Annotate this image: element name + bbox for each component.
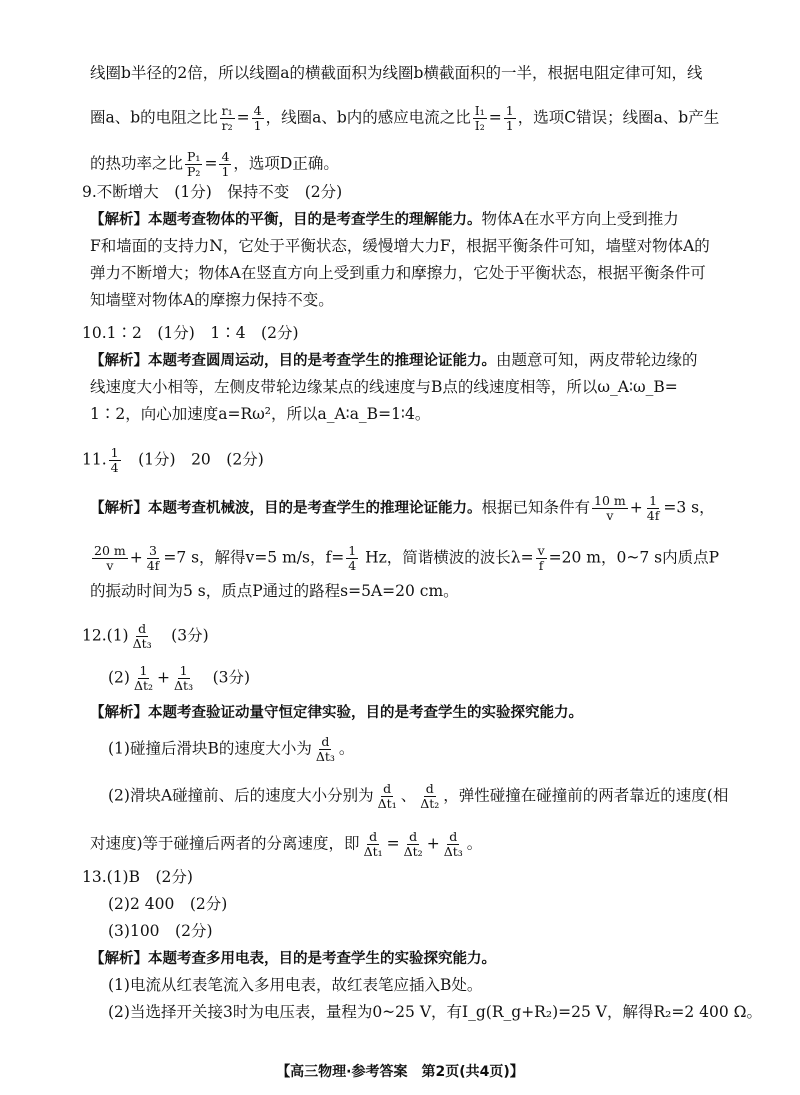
fraction: $\frac{1}{\text{Δt₂}}$ [133,663,154,693]
fraction: $\frac{d}{\text{Δt₃}}$ [315,734,335,764]
fraction: $\frac{1}{4}$ [348,543,357,573]
fraction: $\frac{d}{\text{Δt₂}}$ [403,829,423,859]
explanation-heading: 【解析】本题考查多用电表，目的是考查学生的实验探究能力。 [90,951,496,967]
q10-answer: 10.1∶2 (1分) 1∶4 (2分) [82,324,299,342]
q10-explanation-line-1: 【解析】本题考查圆周运动，目的是考查学生的推理论证能力。由题意可知，两皮带轮边缘的 [90,351,698,369]
q9-answer: 9.不断增大 (1分) 保持不变 (2分) [82,183,343,201]
fraction: $\frac{3}{4f}$ [146,543,160,573]
fraction: $\frac{20 m}{v}$ [94,543,126,573]
q11-explanation-line-3: 的振动时间为5 s，质点P通过的路程s=5A=20 cm。 [90,582,459,600]
fraction: $\frac{\text{I₁}}{\text{I₂}}$ [474,103,485,133]
fraction: $\frac{d}{\text{Δt₂}}$ [420,781,440,811]
q8-line-3: 的热功率之比 $\frac{\text{P₁}}{\text{P₂}}$ = $\frac{4}{1}$ ，选项D正确。 [90,149,339,179]
fraction: $\frac{d}{\text{Δt₁}}$ [377,781,397,811]
fraction: $\frac{v}{f}$ [537,543,545,573]
fraction: $\frac{d}{\text{Δt₃}}$ [132,621,152,651]
q13-answer-1: 13.(1)B (2分) [82,868,193,886]
q8-line-1: 线圈b半径的2倍，所以线圈a的横截面积为线圈b横截面积的一半，根据电阻定律可知，线 [90,64,703,82]
q10-explanation-line-3: 1∶2，向心加速度a=Rω²，所以a_A∶a_B=1∶4。 [90,405,431,423]
fraction: $\frac{10 m}{v}$ [594,493,626,523]
q9-explanation-line-2: F和墙面的支持力N，它处于平衡状态，缓慢增大力F，根据平衡条件可知，墙壁对物体A的 [90,237,710,255]
q9-explanation-line-4: 知墙壁对物体A的摩擦力保持不变。 [90,291,334,309]
q8-line-2: 圈a、b的电阻之比 $\frac{\text{r₁}}{\text{r₂}}$ = $\frac{4}{1}$ ，线圈a、b内的感应电流之比 $\frac{\text{I₁}}{\text{I₂}}$ = $\frac{1}{1}$ ，选项C错误；线圈a、b产生 [90,103,720,133]
q12-explanation-2: (2)滑块A碰撞前、后的速度大小分别为 $\frac{d}{\text{Δt₁}}$ 、 $\frac{d}{\text{Δt₂}}$ ，弹性碰撞在碰撞前的两者靠近的速度(相 [108,781,729,811]
q12-explanation-heading [90,701,730,724]
q13-answer-3: (3)100 (2分) [108,922,213,940]
q11-answer: 11. $\frac{1}{4}$ (1分) 20 (2分) [82,445,264,475]
q12-answer-2: (2) $\frac{1}{\text{Δt₂}}$ + $\frac{1}{\text{Δt₃}}$ (3分) [108,663,251,693]
q11-explanation-line-2: $\frac{20 m}{v}$ + $\frac{3}{4f}$ =7 s，解得v=5 m/s，f= $\frac{1}{4}$ Hz，简谐横波的波长λ= $\frac{v}{f}$ =20 m，0~7 s内质点P [94,543,720,573]
q12-explanation-1: (1)碰撞后滑块B的速度大小为 $\frac{d}{\text{Δt₃}}$ 。 [108,734,355,764]
q13-explanation-2: (2)当选择开关接3时为电压表，量程为0~25 V，有I_g(R_g+R₂)=25 V，解得R₂=2 400 Ω。 [108,1003,762,1021]
fraction: $\frac{\text{P₁}}{\text{P₂}}$ [187,149,201,179]
q13-answer-2: (2)2 400 (2分) [108,895,228,913]
q13-explanation-1: (1)电流从红表笔流入多用电表，故红表笔应插入B处。 [108,976,483,994]
q12-answer-1: 12.(1) $\frac{d}{\text{Δt₃}}$ (3分) [82,621,209,651]
fraction: $\frac{1}{4f}$ [646,493,660,523]
explanation-heading: 【解析】本题考查验证动量守恒定律实验，目的是考查学生的实验探究能力。 [90,705,583,721]
q13-explanation-heading [90,947,730,970]
fraction: $\frac{1}{\text{Δt₃}}$ [174,663,194,693]
fraction: $\frac{\text{r₁}}{\text{r₂}}$ [221,103,233,133]
q9-explanation-line-3: 弹力不断增大；物体A在竖直方向上受到重力和摩擦力，它处于平衡状态，根据平衡条件可 [90,264,706,282]
fraction: $\frac{4}{1}$ [221,149,230,179]
fraction: $\frac{d}{\text{Δt₃}}$ [443,829,463,859]
explanation-heading: 【解析】本题考查机械波，目的是考查学生的推理论证能力。 [90,500,482,517]
fraction: $\frac{4}{1}$ [253,103,262,133]
explanation-heading: 【解析】本题考查圆周运动，目的是考查学生的推理论证能力。 [90,353,496,369]
fraction: $\frac{1}{1}$ [505,103,514,133]
explanation-heading: 【解析】本题考查物体的平衡，目的是考查学生的理解能力。 [90,212,482,228]
q10-explanation-line-2: 线速度大小相等，左侧皮带轮边缘某点的线速度与B点的线速度相等，所以ω_A∶ω_B= [90,378,678,396]
fraction: $\frac{d}{\text{Δt₁}}$ [363,829,383,859]
q9-explanation-line-1: 【解析】本题考查物体的平衡，目的是考查学生的理解能力。物体A在水平方向上受到推力 [90,210,679,228]
page-footer: 【高三物理·参考答案 第2页(共4页)】 [276,1064,524,1080]
fraction: $\frac{1}{4}$ [110,445,119,475]
q12-explanation-3: 对速度)等于碰撞后两者的分离速度，即 $\frac{d}{\text{Δt₁}}$ = $\frac{d}{\text{Δt₂}}$ + $\frac{d}{\text{Δt₃}}$ 。 [90,829,483,859]
q11-explanation-line-1: 【解析】本题考查机械波，目的是考查学生的推理论证能力。根据已知条件有 $\frac{10 m}{v}$ + $\frac{1}{4f}$ =3 s， [90,493,715,523]
